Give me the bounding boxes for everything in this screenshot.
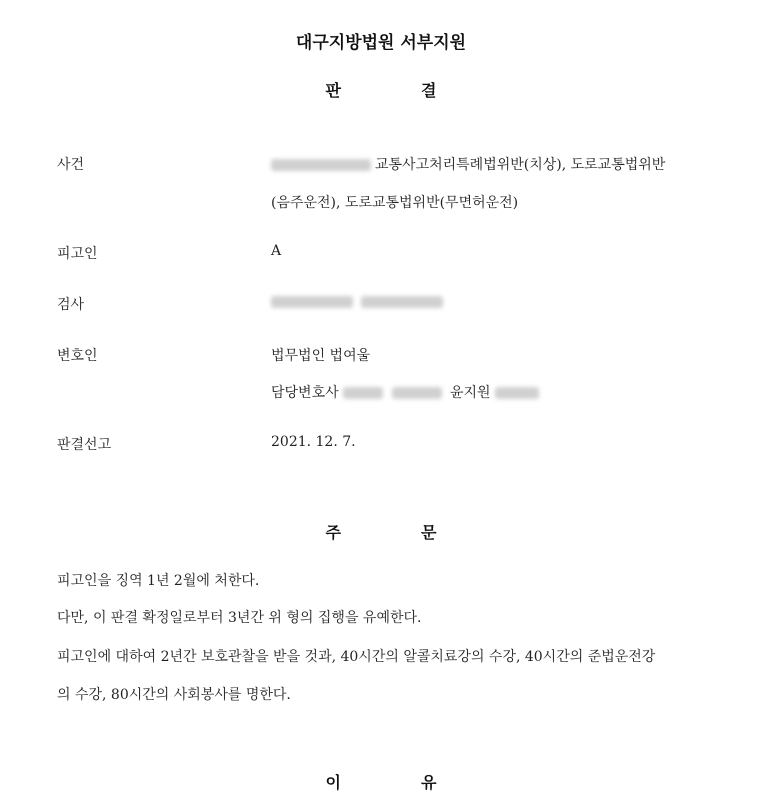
reasons-title-char-1: 이 — [325, 773, 341, 792]
document-title-char-1: 판 — [325, 81, 341, 100]
reasons-title-char-2: 유 — [421, 773, 437, 792]
prosecutor-label: 검사 — [57, 297, 85, 313]
redacted-case-number — [271, 159, 371, 171]
counsel-firm: 법무법인 법여울 — [271, 348, 371, 364]
counsel-label: 변호인 — [57, 348, 98, 364]
redacted-prosecutor-2 — [361, 296, 443, 308]
order-title-char-2: 문 — [421, 523, 437, 542]
verdict-date-value: 2021. 12. 7. — [271, 434, 356, 450]
prosecutor-value — [271, 294, 447, 310]
document-title-char-2: 결 — [421, 81, 437, 100]
order-line-4: 의 수강, 80시간의 사회봉사를 명한다. — [57, 687, 291, 703]
order-title-char-1: 주 — [325, 523, 341, 542]
case-value-line-2: (음주운전), 도로교통법위반(무면허운전) — [271, 195, 519, 211]
court-name: 대구지방법원 서부지원 — [295, 33, 467, 53]
counsel-lawyer-prefix: 담당변호사 — [271, 385, 339, 401]
case-charges-1: 교통사고처리특례법위반(치상), 도로교통법위반 — [375, 157, 666, 173]
order-line-3: 피고인에 대하여 2년간 보호관찰을 받을 것과, 40시간의 알콜치료강의 수강, 40시간의 준법운전강 — [57, 649, 656, 665]
redacted-lawyer-2 — [392, 387, 442, 399]
redacted-prosecutor-1 — [271, 296, 353, 308]
case-label: 사건 — [57, 157, 85, 173]
reasons-title — [0, 770, 762, 793]
counsel-lawyer-name: 윤지원 — [449, 385, 491, 401]
document-title — [0, 78, 762, 101]
order-line-1: 피고인을 징역 1년 2월에 처한다. — [57, 573, 260, 589]
order-line-2: 다만, 이 판결 확정일로부터 3년간 위 형의 집행을 유예한다. — [57, 610, 422, 626]
case-value-line-1 — [271, 154, 665, 174]
defendant-label: 피고인 — [57, 246, 98, 262]
redacted-lawyer-1 — [343, 387, 383, 399]
defendant-value: A — [271, 243, 282, 259]
order-title — [0, 520, 762, 543]
verdict-date-label: 판결선고 — [57, 437, 112, 453]
redacted-lawyer-3 — [495, 387, 539, 399]
counsel-lawyers — [271, 382, 543, 402]
